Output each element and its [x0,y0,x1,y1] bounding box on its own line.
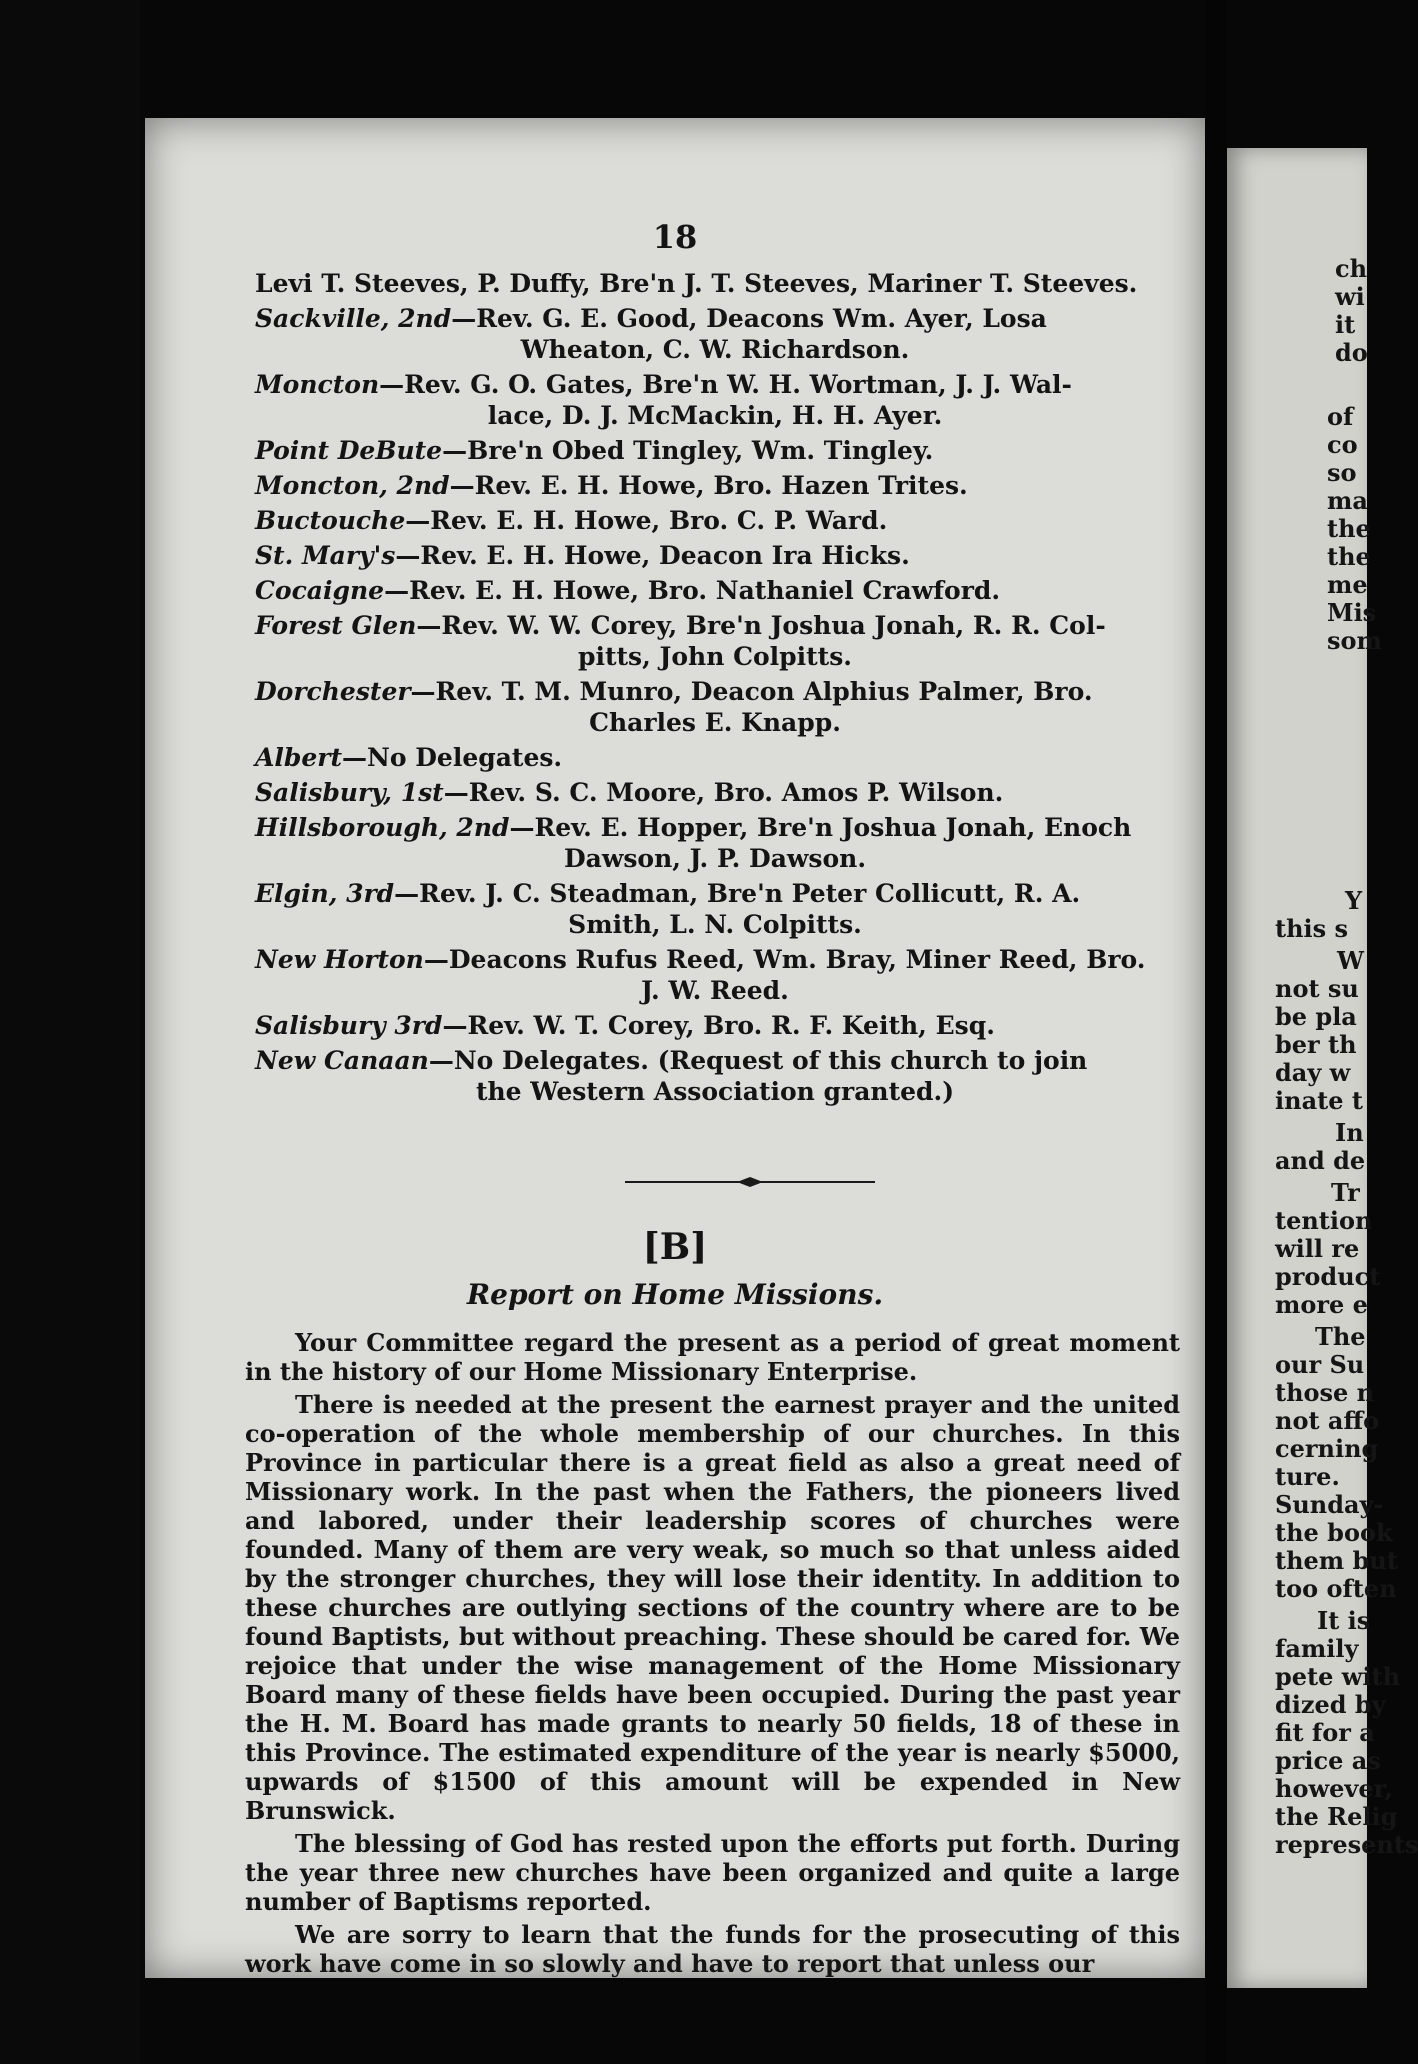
delegate-place: Moncton [255,370,380,399]
adjacent-line: more e [1275,1290,1368,1319]
delegate-entry [255,1045,1175,1107]
adjacent-line: dized by [1275,1690,1386,1719]
delegate-place: St. Mary's [255,541,396,570]
delegate-entry [255,369,1175,431]
delegate-entry [255,1010,1175,1041]
report-paragraph: The blessing of God has rested upon the efforts put forth. During the year three new churches have been organized and quite a large number of Baptisms reported. [245,1829,1180,1916]
adjacent-line: inate t [1275,1086,1363,1115]
delegate-continuation: Charles E. Knapp. [589,708,841,737]
adjacent-line: this s [1275,914,1349,943]
delegate-place: Sackville, 2nd [255,304,452,333]
delegate-place: Dorchester [255,677,411,706]
delegate-place: Elgin, 3rd [255,879,395,908]
delegate-continuation: lace, D. J. McMackin, H. H. Ayer. [487,401,943,430]
delegate-place: Buctouche [255,506,406,535]
adjacent-line: those n [1275,1378,1375,1407]
adjacent-line: of [1327,402,1354,431]
delegate-entry [255,777,1175,808]
delegate-text: —Deacons Rufus Reed, Wm. Bray, Miner Reed, Bro. [423,945,1146,974]
delegate-text: —Rev. T. M. Munro, Deacon Alphius Palmer, Bro. [410,677,1093,706]
delegate-text: —Rev. E. H. Howe, Bro. C. P. Ward. [405,506,888,535]
adjacent-line: not su [1275,974,1359,1003]
delegate-entry [255,676,1175,738]
adjacent-line: family [1275,1634,1359,1663]
adjacent-line: me [1327,570,1368,599]
adjacent-line: pete with [1275,1662,1401,1691]
adjacent-line: ch [1335,254,1368,283]
delegate-text: —Rev. G. E. Good, Deacons Wm. Ayer, Losa [451,304,1047,333]
delegate-place: New Canaan [255,1046,429,1075]
delegate-text: —No Delegates. (Request of this church to join [428,1046,1088,1075]
adjacent-line: Sunday- [1275,1490,1384,1519]
adjacent-line: them but [1275,1546,1398,1575]
adjacent-line: product [1275,1262,1381,1291]
delegate-entry [255,812,1175,874]
delegate-text: —Rev. W. T. Corey, Bro. R. F. Keith, Esq. [442,1011,995,1040]
page-number: 18 [652,218,698,256]
adjacent-line: ber th [1275,1030,1357,1059]
adjacent-line: so [1327,458,1357,487]
adjacent-line: however, [1275,1774,1393,1803]
adjacent-line: will re [1275,1234,1360,1263]
delegate-text: —Rev. S. C. Moore, Bro. Amos P. Wilson. [443,778,1004,807]
report-paragraph: There is needed at the present the earnest prayer and the united co-operation of the whole membership of our churches. In this Province in particular there is a great field as also a great need of Missionary work. In the past when the Fathers, the pioneers lived and labored, under their leadership scores of churches were founded. Many of them are very weak, so much so that unless aided by the stronger churches, they will lose their identity. In addition to these churches are outlying sections of the country where are to be found Baptists, but without preaching. These should be cared for. We rejoice that under the wise management of the Home Missionary Board many of these fields have been occupied. During the past year the H. M. Board has made grants to nearly 50 fields, 18 of these in this Province. The estimated expenditure of the year is nearly $5000, upwards of $1500 of this amount will be expended in New Brunswick. [245,1390,1181,1825]
delegate-text: —Rev. E. H. Howe, Bro. Hazen Trites. [449,471,968,500]
delegate-continuation: the Western Association granted.) [475,1077,955,1106]
adjacent-line: The [1315,1322,1366,1351]
adjacent-line: ture. [1275,1462,1340,1491]
delegate-entry [255,575,1175,606]
adjacent-line: co [1327,430,1358,459]
adjacent-line: it [1335,310,1356,339]
adjacent-line: not affo [1275,1406,1380,1435]
adjacent-line: be pla [1275,1002,1357,1031]
delegate-place: Hillsborough, 2nd [255,813,510,842]
section-letter: [B] [642,1226,708,1268]
delegate-text: —Rev. G. O. Gates, Bre'n W. H. Wortman, J. J. Wal- [379,370,1072,399]
delegate-place: Cocaigne [255,576,385,605]
delegate-text: —Rev. E. Hopper, Bre'n Joshua Jonah, Enoch [509,813,1132,842]
delegate-entry [255,742,1175,773]
adjacent-line: do [1335,338,1368,367]
delegate-place: New Horton [255,945,424,974]
report-paragraph: Your Committee regard the present as a period of great moment in the history of our Home Missionary Enterprise. [245,1328,1180,1386]
ornamental-divider [625,1176,875,1188]
document-page [145,118,1205,1978]
delegate-text: —No Delegates. [342,743,563,772]
delegate-text: —Rev. E. H. Howe, Deacon Ira Hicks. [395,541,910,570]
adjacent-line: Y [1345,886,1363,915]
adjacent-line: the Relig [1275,1802,1398,1831]
delegate-place: Albert [255,743,342,772]
adjacent-line: som [1327,626,1382,655]
report-body [245,1328,1180,1982]
adjacent-line: W [1337,946,1364,975]
adjacent-line: the [1327,542,1371,571]
adjacent-page-fragment [1227,148,1418,1988]
adjacent-line: ma [1327,486,1368,515]
adjacent-line: the book [1275,1518,1393,1547]
delegate-continuation: Dawson, J. P. Dawson. [563,844,867,873]
delegate-entry [255,610,1175,672]
delegate-entry [255,435,1175,466]
delegate-entry [255,268,1175,299]
delegate-place: Moncton, 2nd [255,471,450,500]
adjacent-line: our Su [1275,1350,1365,1379]
adjacent-line: Mis [1327,598,1377,627]
delegate-text: —Bre'n Obed Tingley, Wm. Tingley. [442,436,934,465]
adjacent-line: day w [1275,1058,1351,1087]
delegate-text: —Rev. E. H. Howe, Bro. Nathaniel Crawford. [384,576,1001,605]
delegate-continuation: Smith, L. N. Colpitts. [568,910,862,939]
delegate-place: Salisbury, 1st [255,778,444,807]
adjacent-line: fit for a [1275,1718,1375,1747]
delegate-entry [255,505,1175,536]
delegate-list [255,268,1175,1111]
adjacent-line: In [1335,1118,1364,1147]
report-title: Report on Home Missions. [466,1278,884,1311]
delegate-text: —Rev. J. C. Steadman, Bre'n Peter Collicutt, R. A. [394,879,1081,908]
adjacent-line: cerning [1275,1434,1379,1463]
adjacent-line: represents [1275,1830,1418,1859]
report-paragraph: We are sorry to learn that the funds for the prosecuting of this work have come in so slowly and have to report that unless our [245,1920,1180,1978]
adjacent-line: It is [1317,1606,1371,1635]
delegate-text: —Rev. W. W. Corey, Bre'n Joshua Jonah, R. R. Col- [416,611,1106,640]
adjacent-line: and de [1275,1146,1366,1175]
delegate-entry [255,878,1175,940]
scan-border-left [0,0,140,2064]
adjacent-line: price as [1275,1746,1381,1775]
adjacent-line: tention [1275,1206,1373,1235]
delegate-place: Salisbury 3rd [255,1011,443,1040]
adjacent-line: Tr [1331,1178,1360,1207]
delegate-entry [255,540,1175,571]
delegate-text: Levi T. Steeves, P. Duffy, Bre'n J. T. Steeves, Mariner T. Steeves. [255,269,1138,298]
delegate-place: Forest Glen [255,611,417,640]
adjacent-line: too often [1275,1574,1397,1603]
delegate-continuation: Wheaton, C. W. Richardson. [520,335,910,364]
delegate-continuation: J. W. Reed. [641,976,789,1005]
delegate-entry [255,470,1175,501]
adjacent-line: the [1327,514,1371,543]
adjacent-line: wi [1335,282,1365,311]
delegate-entry [255,303,1175,365]
delegate-place: Point DeBute [255,436,443,465]
delegate-continuation: pitts, John Colpitts. [577,642,853,671]
page-gutter [1205,0,1227,2064]
delegate-entry [255,944,1175,1006]
